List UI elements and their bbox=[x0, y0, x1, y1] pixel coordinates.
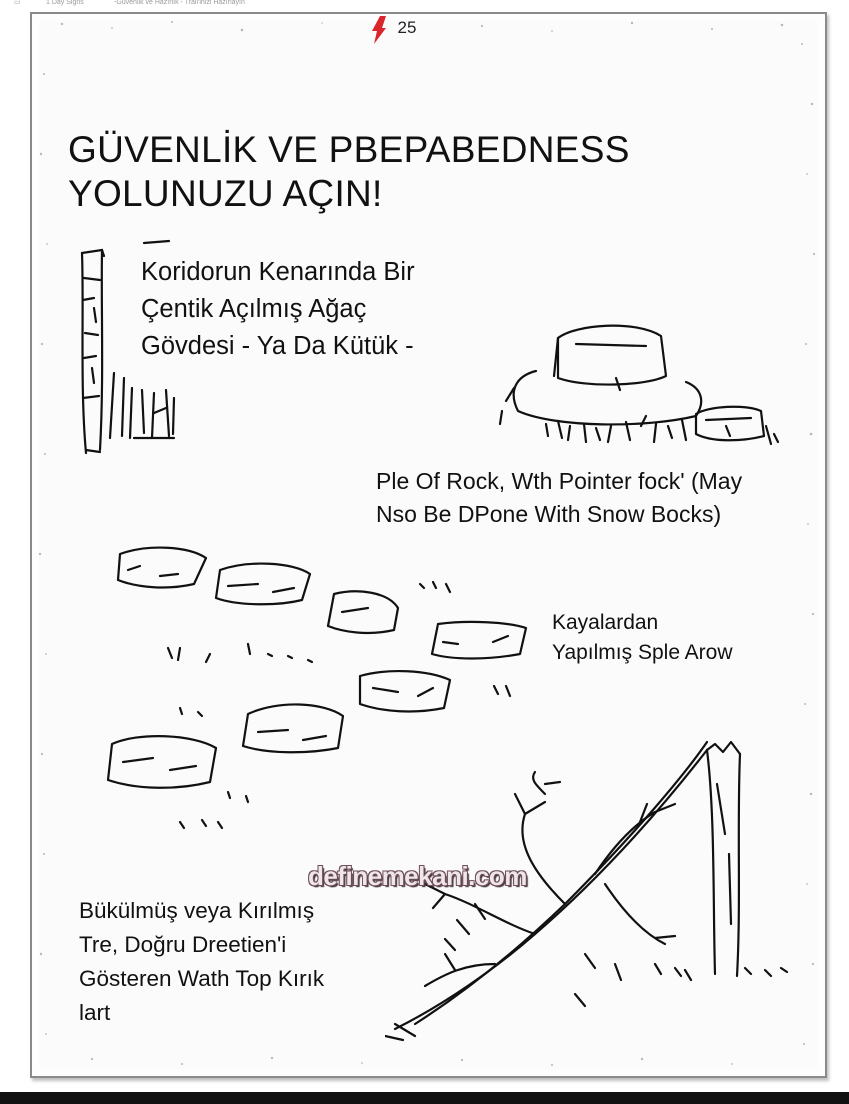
header-left-text: 1 Day Signs bbox=[46, 0, 84, 6]
page-title bbox=[68, 128, 630, 216]
bottom-bar bbox=[0, 1092, 849, 1104]
caption-broken-tree-line-2: Tre, Doğru Dreetien'i bbox=[79, 932, 287, 957]
page-number-badge-icon bbox=[368, 14, 388, 46]
caption-broken-tree-line-1: Bükülmüş veya Kırılmış bbox=[79, 898, 315, 923]
title-line-1: GÜVENLİK VE PBEPABEDNESS bbox=[68, 129, 630, 170]
caption-rock-arrow bbox=[552, 608, 772, 668]
title-line-2: YOLUNUZU AÇIN! bbox=[68, 173, 383, 214]
caption-broken-tree-line-4: lart bbox=[79, 1000, 111, 1025]
caption-rock-pile bbox=[376, 465, 796, 531]
rock-pile-sketch bbox=[496, 316, 781, 456]
site-watermark: definemekani.com bbox=[308, 861, 527, 891]
caption-rock-arrow-line-1: Kayalardan bbox=[552, 611, 659, 634]
caption-notched-tree bbox=[141, 254, 501, 365]
header-right-text: -Güvenlik ve Hazırlık - Trail'inizi Hazırlayın bbox=[114, 0, 245, 6]
page-number: 25 bbox=[397, 18, 417, 37]
caption-broken-tree bbox=[79, 894, 379, 1030]
caption-notched-tree-line-3: Gövdesi - Ya Da Kütük - bbox=[141, 332, 414, 360]
caption-rock-pile-line-1: Ple Of Rock, Wth Pointer fock' (May bbox=[376, 468, 743, 494]
caption-rock-arrow-line-2: Yapılmış Sple Arow bbox=[552, 641, 733, 664]
header-strip bbox=[0, 0, 849, 10]
caption-broken-tree-line-3: Gösteren Wath Top Kırık bbox=[79, 966, 325, 991]
caption-notched-tree-line-1: Koridorun Kenarında Bir bbox=[141, 258, 415, 286]
caption-notched-tree-line-2: Çentik Açılmış Ağaç bbox=[141, 295, 367, 323]
header-mark-icon: ▭ bbox=[14, 0, 21, 6]
caption-rock-pile-line-2: Nso Be DPone With Snow Bocks) bbox=[376, 501, 722, 527]
